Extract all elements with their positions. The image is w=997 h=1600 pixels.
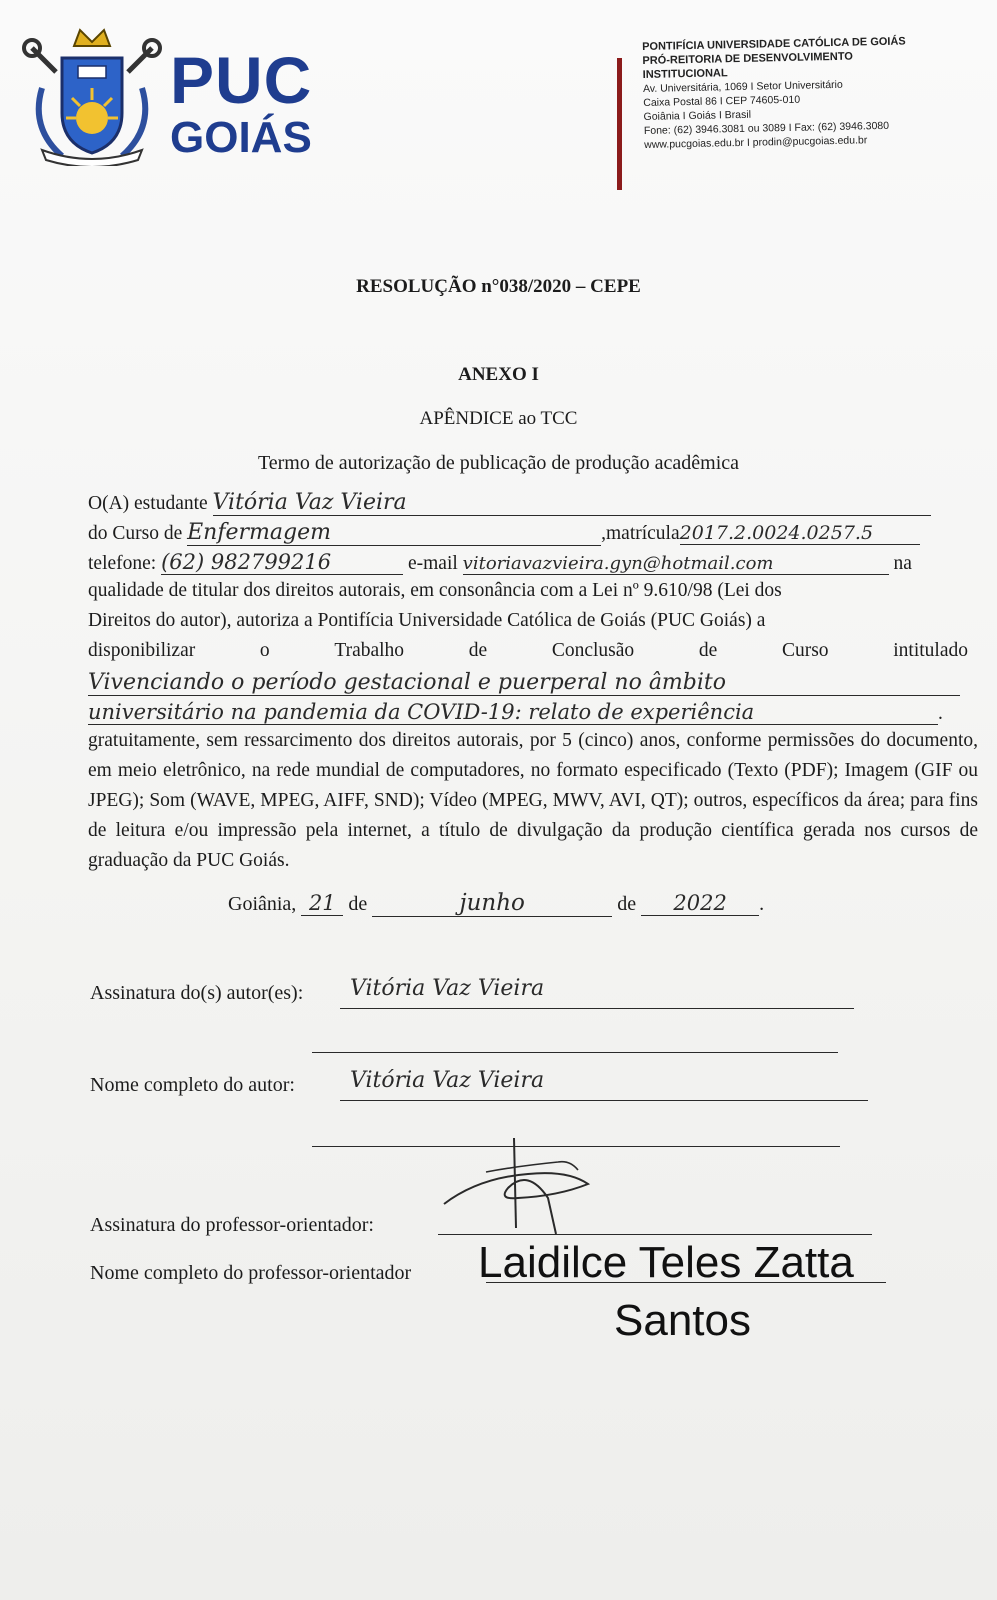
text-line-5: Direitos do autor), autoriza a Pontifícia Universidade Católica de Goiás (PUC Goiás) a — [88, 610, 766, 631]
phone-label: telefone: — [88, 553, 157, 574]
institution-dept-2: INSTITUCIONAL — [642, 67, 728, 81]
thesis-title-field-1: Vivenciando o período gestacional e puerperal no âmbito — [88, 670, 960, 696]
professor-name — [478, 1234, 938, 1350]
institution-address: Av. Universitária, 1069 I Setor Universitário — [642, 78, 843, 95]
thesis-title-line-1 — [88, 670, 960, 696]
author-signature-line-2 — [312, 1052, 838, 1053]
city-label: Goiânia, — [228, 893, 297, 915]
author-signature: Vitória Vaz Vieira — [350, 976, 545, 1001]
contact-row — [88, 550, 912, 575]
month-field: junho — [372, 890, 612, 917]
university-crest-icon — [22, 18, 162, 166]
brand-line-1: PUC — [170, 43, 313, 117]
professor-signature-scribble — [438, 1138, 598, 1238]
student-label: O(A) estudante — [88, 493, 208, 514]
text-line-4: qualidade de titular dos direitos autorais, em consonância com a Lei nº 9.610/98 (Lei dos — [88, 580, 782, 601]
professor-name-line-2: Santos — [614, 1296, 751, 1345]
institution-postal: Caixa Postal 86 I CEP 74605-010 — [643, 93, 801, 109]
annex-title: ANEXO I — [458, 364, 539, 385]
course-row — [88, 520, 920, 546]
registration-field: 2017.2.0024.0257.5 — [680, 522, 920, 545]
institution-city: Goiânia I Goiás I Brasil — [643, 108, 752, 123]
course-field: Enfermagem — [187, 520, 601, 546]
date-end: . — [759, 893, 765, 915]
word-1: disponibilizar — [88, 640, 196, 661]
author-signature-line — [340, 1008, 854, 1009]
form-title: Termo de autorização de publicação de produção acadêmica — [257, 452, 740, 474]
thesis-title-field-2: universitário na pandemia da COVID-19: relato de experiência — [88, 700, 938, 725]
author-signature-label: Assinatura do(s) autor(es): — [90, 982, 304, 1004]
email-label: e-mail — [407, 553, 458, 574]
word-5: Conclusão — [551, 640, 635, 661]
word-7: Curso — [781, 640, 829, 661]
institution-address-block — [642, 33, 964, 152]
header-divider — [617, 58, 622, 190]
institution-dept-1: PRÓ-REITORIA DE DESENVOLVIMENTO — [642, 50, 853, 67]
date-row — [228, 890, 764, 917]
registration-label: ,matrícula — [601, 523, 680, 544]
word-3: Trabalho — [334, 640, 405, 661]
student-name-field: Vitória Vaz Vieira — [213, 490, 931, 516]
phone-field: (62) 982799216 — [161, 550, 403, 575]
word-2: o — [259, 640, 270, 661]
thesis-title-line-2: universitário na pandemia da COVID-19: relato de experiência . — [88, 700, 943, 724]
professor-name-line-1: Laidilce Teles Zatta — [478, 1238, 854, 1287]
word-4: de — [468, 640, 488, 661]
text-line-6 — [88, 640, 968, 662]
de-label-1: de — [348, 893, 368, 915]
word-8: intitulado — [893, 640, 968, 661]
institution-name: PONTIFÍCIA UNIVERSIDADE CATÓLICA DE GOIÁS — [642, 35, 906, 53]
institution-phone: Fone: (62) 3946.3081 ou 3089 I Fax: (62) 3946.3080 — [643, 119, 890, 137]
puc-goias-logo — [22, 18, 322, 168]
course-label: do Curso de — [88, 523, 183, 544]
institution-web: www.pucgoias.edu.br I prodin@pucgoias.edu.br — [644, 134, 868, 151]
brand-wordmark — [170, 43, 313, 162]
year-field: 2022 — [641, 891, 759, 916]
authorization-paragraph: gratuitamente, sem ressarcimento dos direitos autorais, por 5 (cinco) anos, conforme permissões do documento, em meio eletrônico, na rede mundial de computadores, no formato especificado (Texto (PDF); Imagem (GIF ou JPEG); Som (WAVE, MPEG, AIFF, SND); Vídeo (MPEG, MWV, AVI, QT); outros, específicos da área; para fins de leitura e/ou impressão pela internet, a título de divulgação da produção científica gerada nos cursos de graduação da PUC Goiás. — [88, 730, 978, 871]
brand-line-2: GOIÁS — [170, 113, 312, 162]
appendix-title: APÊNDICE ao TCC — [419, 408, 578, 429]
author-name-label: Nome completo do autor: — [90, 1074, 295, 1096]
email-field: vitoriavazvieira.gyn@hotmail.com — [463, 553, 889, 575]
professor-name-label: Nome completo do professor-orientador — [90, 1262, 412, 1284]
student-row — [88, 490, 931, 516]
email-after: na — [893, 553, 912, 574]
resolution-title: RESOLUÇÃO n°038/2020 – CEPE — [356, 276, 641, 297]
author-name-handwritten: Vitória Vaz Vieira — [350, 1068, 545, 1093]
professor-signature-label: Assinatura do professor-orientador: — [90, 1214, 374, 1236]
word-6: de — [698, 640, 718, 661]
author-name-line — [340, 1100, 868, 1101]
de-label-2: de — [617, 893, 637, 915]
day-field: 21 — [301, 891, 343, 916]
